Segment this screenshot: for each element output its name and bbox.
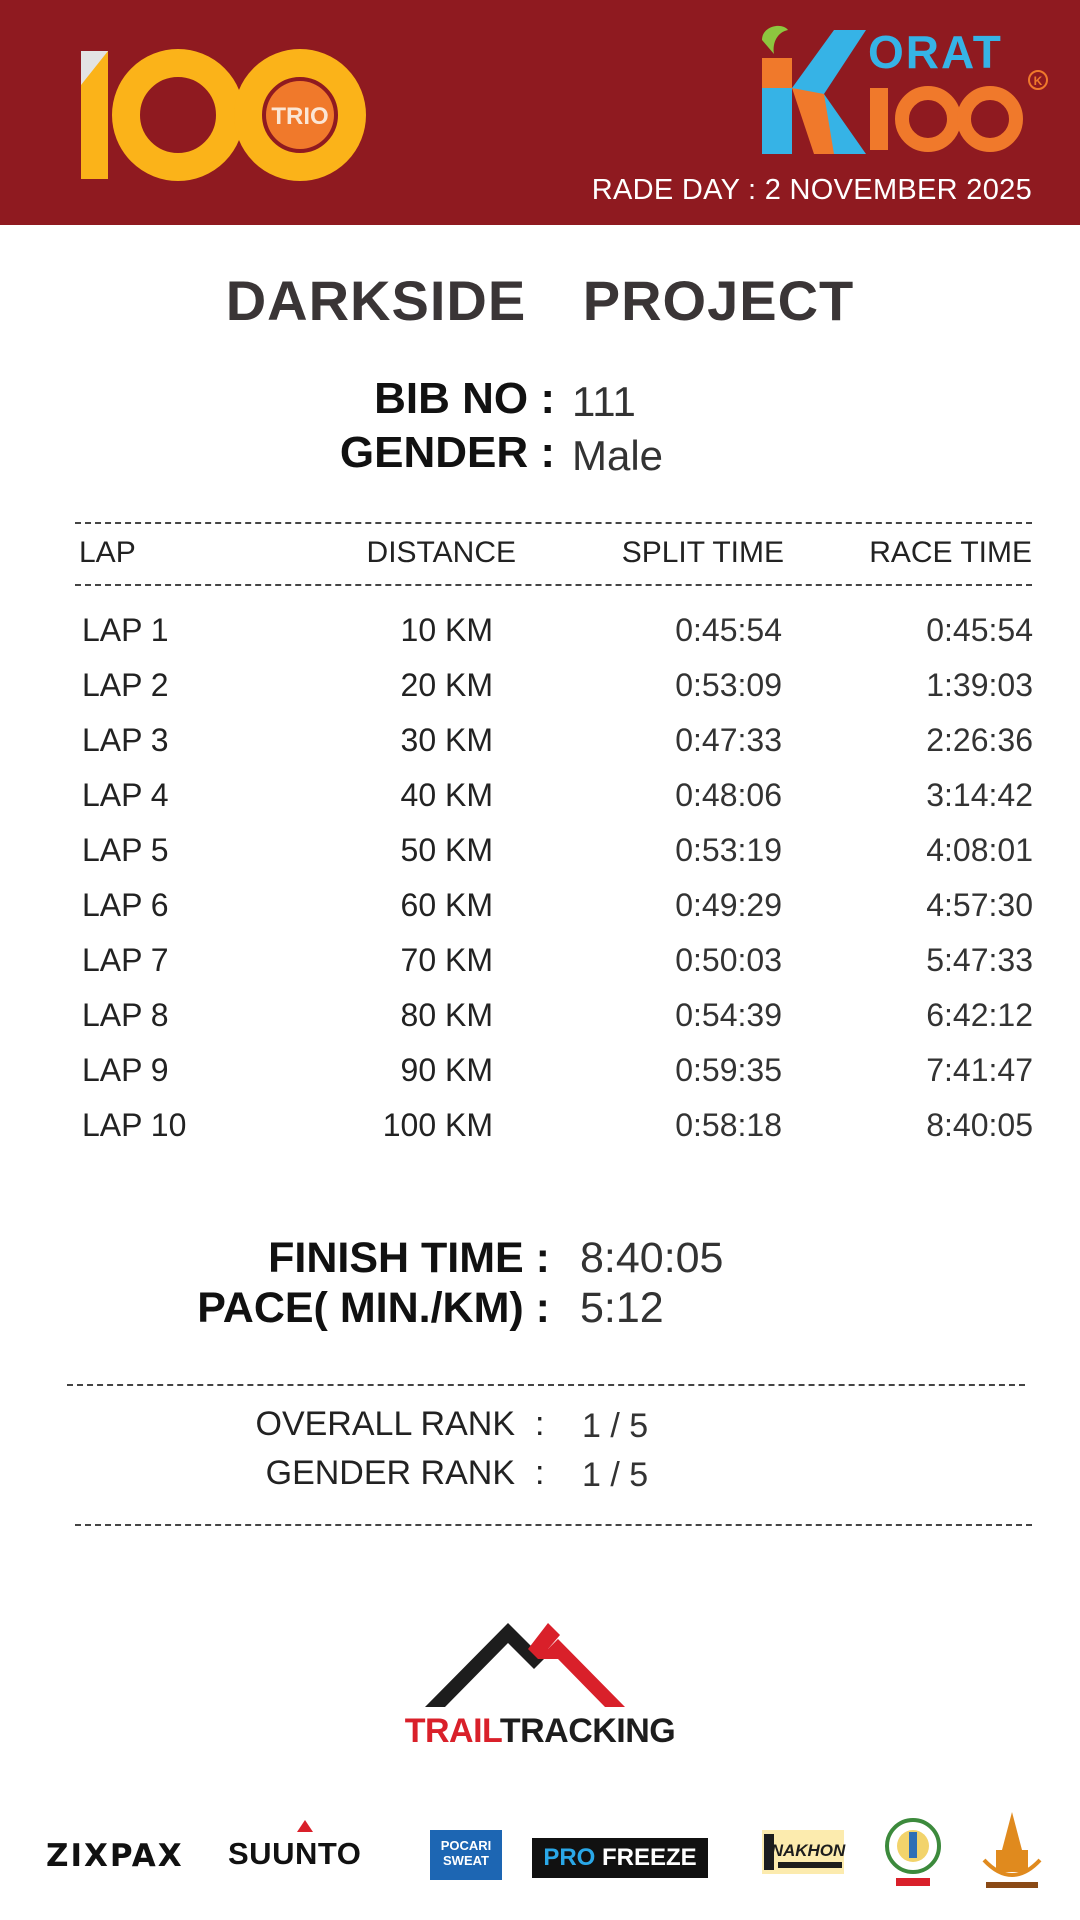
overall-rank-value: 1 / 5 (582, 1407, 649, 1445)
sponsor-seal-emblem-icon (882, 1812, 944, 1892)
gender-rank-label: GENDER RANK (265, 1454, 515, 1492)
table-row (0, 612, 1080, 667)
bib-label: BIB NO : (374, 374, 555, 423)
trailtracking-part-tracking: TRACKING (499, 1712, 676, 1750)
split-cell: 0:45:54 (675, 612, 782, 648)
trailtracking-mountain-icon (420, 1615, 660, 1710)
lap-cell: LAP 3 (82, 722, 169, 758)
race-cell: 1:39:03 (926, 667, 1033, 703)
bib-value: 111 (572, 378, 636, 425)
overall-rank-colon: : (535, 1405, 545, 1443)
header-race-time: RACE TIME (869, 536, 1032, 569)
race-cell: 6:42:12 (926, 997, 1033, 1033)
lap-cell: LAP 2 (82, 667, 169, 703)
split-cell: 0:54:39 (675, 997, 782, 1033)
distance-cell: 30 KM (400, 722, 493, 758)
sponsor-profreeze-logo (532, 1838, 708, 1878)
bib-row (0, 374, 1080, 430)
pace-value: 5:12 (580, 1284, 664, 1332)
distance-cell: 10 KM (400, 612, 493, 648)
divider-header (75, 584, 1032, 586)
runner-name: DARKSIDE PROJECT (225, 269, 855, 332)
trio-word: TRIO (271, 103, 329, 130)
svg-text:NAKHON: NAKHON (770, 1841, 846, 1860)
lap-cell: LAP 5 (82, 832, 169, 868)
lap-cell: LAP 4 (82, 777, 169, 813)
race-cell: 3:14:42 (926, 777, 1033, 813)
race-cell: 0:45:54 (926, 612, 1033, 648)
gender-rank-row (0, 1454, 1080, 1496)
split-cell: 0:49:29 (675, 887, 782, 923)
table-row (0, 997, 1080, 1052)
split-cell: 0:59:35 (675, 1052, 782, 1088)
suunto-triangle-icon (297, 1820, 313, 1832)
race-cell: 8:40:05 (926, 1107, 1033, 1143)
lap-table-header (0, 536, 1080, 576)
distance-cell: 80 KM (400, 997, 493, 1033)
svg-text:K: K (1033, 74, 1043, 88)
overall-rank-row (0, 1405, 1080, 1447)
divider-ranks-bottom (75, 1524, 1032, 1526)
split-cell: 0:50:03 (675, 942, 782, 978)
sponsor-zixpax-logo: ZIXPAX (46, 1838, 184, 1874)
trio-100-logo (78, 45, 378, 185)
korat-100-logo (758, 22, 1053, 157)
table-row (0, 832, 1080, 887)
lap-cell: LAP 1 (82, 612, 169, 648)
race-cell: 7:41:47 (926, 1052, 1033, 1088)
header-banner (0, 0, 1080, 225)
header-split-time: SPLIT TIME (621, 536, 784, 569)
pace-row (0, 1284, 1080, 1336)
distance-cell: 60 KM (400, 887, 493, 923)
distance-cell: 40 KM (400, 777, 493, 813)
lap-cell: LAP 10 (82, 1107, 187, 1143)
table-row (0, 722, 1080, 777)
profreeze-freeze: FREEZE (595, 1844, 697, 1871)
lap-cell: LAP 7 (82, 942, 169, 978)
trailtracking-part-trail: TRAIL (404, 1712, 500, 1750)
header-distance: DISTANCE (366, 536, 516, 569)
distance-cell: 70 KM (400, 942, 493, 978)
race-cell: 5:47:33 (926, 942, 1033, 978)
divider-ranks-top (67, 1384, 1025, 1386)
pace-label: PACE( MIN./KM) : (197, 1284, 550, 1332)
gender-value: Male (572, 432, 664, 479)
header-lap: LAP (79, 536, 136, 569)
gender-rank-colon: : (535, 1454, 545, 1492)
race-cell: 4:08:01 (926, 832, 1033, 868)
divider-top (75, 522, 1032, 524)
table-row (0, 1052, 1080, 1107)
finish-time-label: FINISH TIME : (268, 1234, 550, 1282)
finish-time-value: 8:40:05 (580, 1234, 724, 1282)
sponsor-suunto-logo: SUUNTO (228, 1836, 362, 1871)
race-cell: 2:26:36 (926, 722, 1033, 758)
trailtracking-logo-text (0, 1712, 1080, 1751)
korat-letters: ORAT (868, 26, 1003, 78)
race-day-text: RADE DAY : 2 NOVEMBER 2025 (591, 174, 1032, 206)
sponsor-nakhon-logo (760, 1826, 846, 1878)
split-cell: 0:47:33 (675, 722, 782, 758)
sponsor-pocari-logo: POCARI SWEAT (430, 1830, 502, 1880)
distance-cell: 90 KM (400, 1052, 493, 1088)
table-row (0, 667, 1080, 722)
lap-cell: LAP 6 (82, 887, 169, 923)
split-cell: 0:48:06 (675, 777, 782, 813)
distance-cell: 50 KM (400, 832, 493, 868)
table-row (0, 777, 1080, 832)
race-cell: 4:57:30 (926, 887, 1033, 923)
lap-cell: LAP 9 (82, 1052, 169, 1088)
gender-rank-value: 1 / 5 (582, 1456, 649, 1494)
lap-cell: LAP 8 (82, 997, 169, 1033)
overall-rank-label: OVERALL RANK (255, 1405, 515, 1443)
sponsor-temple-emblem-icon (978, 1810, 1046, 1894)
lap-table (0, 612, 1080, 1162)
table-row (0, 1107, 1080, 1162)
distance-cell: 20 KM (400, 667, 493, 703)
profreeze-pro: PRO (543, 1844, 596, 1871)
finish-time-row (0, 1234, 1080, 1286)
table-row (0, 942, 1080, 997)
gender-label: GENDER : (339, 428, 555, 477)
split-cell: 0:53:19 (675, 832, 782, 868)
split-cell: 0:58:18 (675, 1107, 782, 1143)
gender-row (0, 428, 1080, 484)
distance-cell: 100 KM (382, 1107, 493, 1143)
table-row (0, 887, 1080, 942)
split-cell: 0:53:09 (675, 667, 782, 703)
